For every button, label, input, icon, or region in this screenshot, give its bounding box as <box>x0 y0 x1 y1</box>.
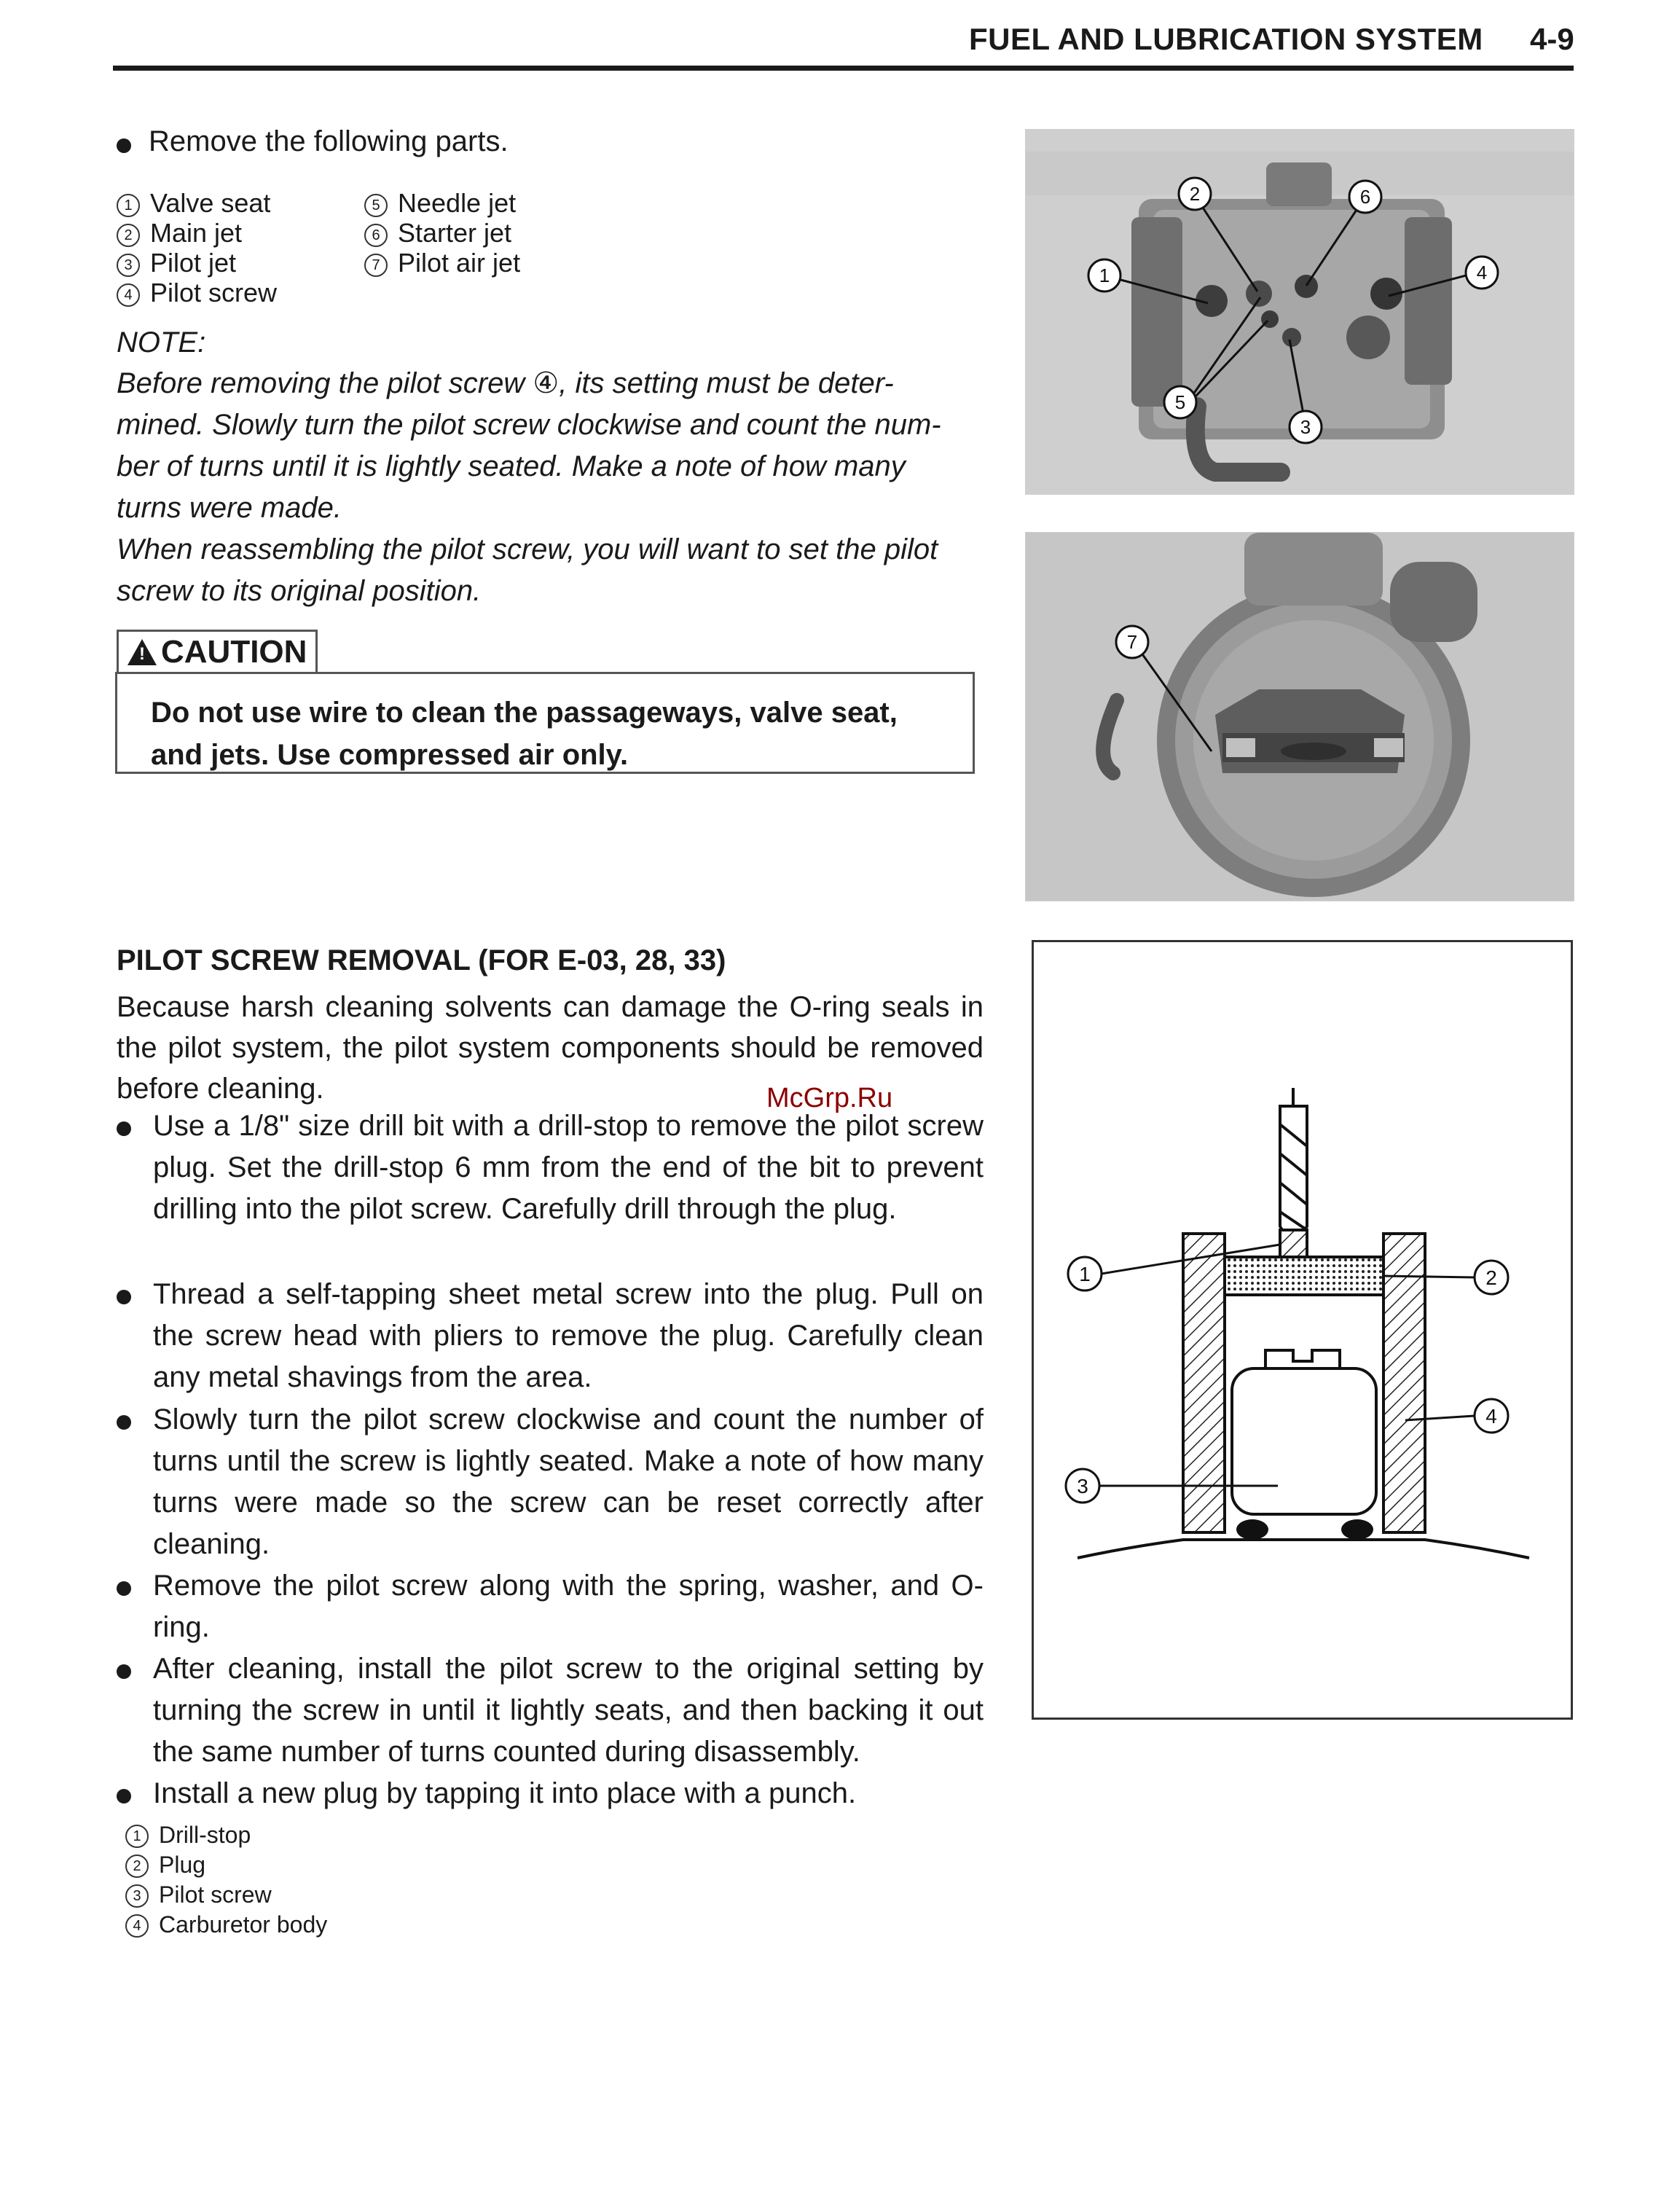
section-paragraph: Because harsh cleaning solvents can damage the O-ring seals in the pilot system, the pilot system components should be removed before cleaning. <box>117 991 984 1105</box>
carburetor-photo-top <box>1025 129 1574 495</box>
caution-heading <box>117 630 318 673</box>
bullet-text: After cleaning, install the pilot screw to the original setting by turning the screw in until it lightly seats, and then backing it out the same number of turns counted during disassembly. <box>153 1653 984 1768</box>
bullet-text: Use a 1/8" size drill bit with a drill-stop to remove the pilot screw plug. Set the drill-stop 6 mm from the end of the bit to prevent drilling into the pilot screw. Carefully drill through the plug. <box>153 1110 984 1225</box>
bullet-text: Slowly turn the pilot screw clockwise and count the number of turns until the screw is lightly seated. Make a note of how many turns were made so the screw can be reset correctly after cleaning. <box>153 1403 984 1560</box>
bullet-icon <box>117 1415 131 1430</box>
note-label: NOTE: <box>117 326 206 359</box>
header-rule <box>113 66 1574 71</box>
bullet-icon <box>117 1290 131 1304</box>
caution-box: Do not use wire to clean the passageways, valve seat, and jets. Use compressed air only. <box>115 672 975 774</box>
callout-number: 7 <box>364 254 388 277</box>
watermark: McGrp.Ru <box>766 1083 893 1113</box>
callout-number: 1 <box>117 194 140 217</box>
warning-triangle-icon <box>127 639 157 665</box>
list-item <box>117 1399 984 1565</box>
section-heading: PILOT SCREW REMOVAL (FOR E-03, 28, 33) <box>117 944 726 976</box>
list-item <box>364 188 520 218</box>
running-header-title: FUEL AND LUBRICATION SYSTEM <box>969 22 1483 56</box>
legend-label: Drill-stop <box>159 1822 251 1848</box>
caution-heading-text: CAUTION <box>161 634 307 670</box>
note-text <box>117 363 991 612</box>
pilot-screw-cross-section <box>1034 942 1571 1718</box>
bullet-text: Thread a self-tapping sheet metal screw into the plug. Pull on the screw head with pliers to remove the plug. Carefully clean any metal shavings from the area. <box>153 1278 984 1393</box>
note-line: mined. Slowly turn the pilot screw clockwise and count the num- <box>117 409 941 441</box>
photo1-callout-5: 5 <box>1174 391 1186 413</box>
list-item <box>117 1105 984 1229</box>
list-item <box>364 218 520 248</box>
intro-text: Remove the following parts. <box>149 125 509 157</box>
list-item <box>117 1648 984 1773</box>
bullet-icon <box>117 1789 131 1803</box>
callout-number: 2 <box>125 1855 149 1878</box>
note-line: screw to its original position. <box>117 575 482 607</box>
callout-number: 5 <box>364 194 388 217</box>
diagram-callout-4: 4 <box>1485 1405 1497 1427</box>
photo1-callout-4: 4 <box>1476 262 1488 283</box>
part-label: Pilot air jet <box>398 248 521 278</box>
callout-number: 4 <box>117 283 140 307</box>
list-item <box>117 248 277 278</box>
photo1-callout-6: 6 <box>1359 186 1371 208</box>
bullet-icon <box>117 1121 131 1136</box>
part-label: Starter jet <box>398 218 512 248</box>
list-item <box>117 1274 984 1398</box>
part-label: Valve seat <box>150 188 271 218</box>
diagram-legend <box>125 1820 327 1940</box>
list-item <box>117 188 277 218</box>
list-item <box>364 248 520 278</box>
callout-number: 3 <box>125 1884 149 1908</box>
note-line: When reassembling the pilot screw, you will want to set the pilot <box>117 533 938 565</box>
part-label: Main jet <box>150 218 243 248</box>
photo1-callout-2: 2 <box>1189 183 1201 205</box>
list-item <box>125 1850 327 1880</box>
list-item <box>117 218 277 248</box>
list-item <box>125 1910 327 1940</box>
legend-label: Plug <box>159 1852 206 1878</box>
carburetor-photo-top-illustration <box>1026 130 1574 494</box>
part-label: Pilot screw <box>150 278 278 308</box>
bullet-text: Remove the pilot screw along with the spring, washer, and O-ring. <box>153 1570 984 1643</box>
part-label: Needle jet <box>398 188 517 218</box>
note-line: turns were made. <box>117 492 342 524</box>
carburetor-photo-bottom-illustration <box>1026 533 1574 901</box>
photo1-callout-3: 3 <box>1300 416 1311 438</box>
list-item <box>117 1565 984 1648</box>
note-line: ber of turns until it is lightly seated. Make a note of how many <box>117 450 906 482</box>
page-number: 4-9 <box>1530 22 1574 56</box>
callout-number: 6 <box>364 224 388 247</box>
bullet-icon <box>117 1664 131 1679</box>
callout-number: 4 <box>125 1914 149 1938</box>
list-item <box>125 1880 327 1910</box>
legend-label: Pilot screw <box>159 1881 272 1908</box>
diagram-callout-1: 1 <box>1079 1263 1091 1285</box>
callout-number: 2 <box>117 224 140 247</box>
bullet-text: Install a new plug by tapping it into place with a punch. <box>153 1777 857 1809</box>
note-line: Before removing the pilot screw ④, its setting must be deter- <box>117 367 894 399</box>
list-item <box>117 1773 984 1814</box>
diagram-callout-3: 3 <box>1077 1475 1088 1497</box>
legend-label: Carburetor body <box>159 1911 328 1938</box>
photo1-callout-1: 1 <box>1099 265 1110 286</box>
bullet-icon <box>117 138 131 153</box>
carburetor-photo-bottom <box>1025 532 1574 901</box>
list-item <box>125 1820 327 1850</box>
pilot-screw-diagram <box>1032 940 1573 1720</box>
part-label: Pilot jet <box>150 248 237 278</box>
intro-bullet <box>117 125 699 162</box>
photo2-callout-7: 7 <box>1126 631 1138 653</box>
parts-list-left <box>117 188 277 308</box>
callout-number: 3 <box>117 254 140 277</box>
list-item <box>117 278 277 308</box>
parts-list-right <box>364 188 520 278</box>
diagram-callout-2: 2 <box>1485 1266 1497 1289</box>
bullet-icon <box>117 1581 131 1596</box>
callout-number: 1 <box>125 1825 149 1848</box>
